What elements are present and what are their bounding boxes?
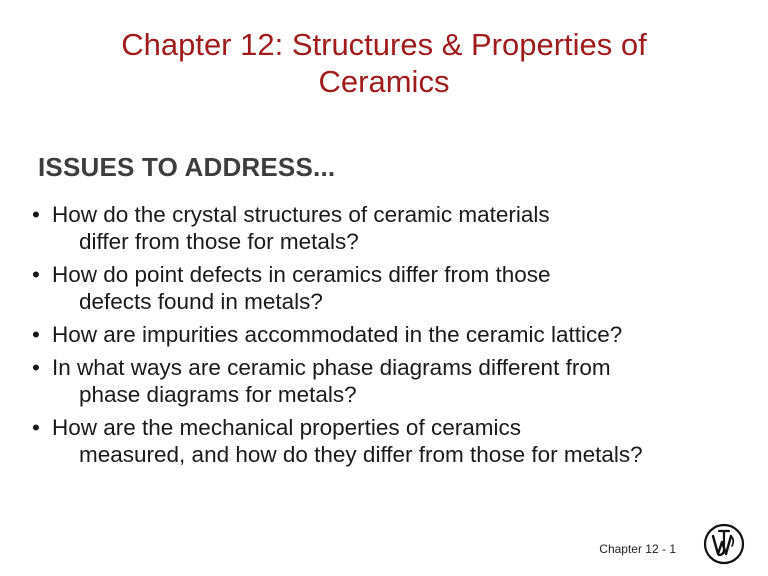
bullet-line: In what ways are ceramic phase diagrams different from	[52, 355, 611, 380]
bullet-list	[22, 201, 762, 474]
bullet-dot: •	[32, 415, 40, 440]
bullet-item	[22, 201, 762, 255]
bullet-dot: •	[32, 355, 40, 380]
bullet-line: defects found in metals?	[79, 289, 323, 314]
bullet-line: How do the crystal structures of ceramic materials	[52, 202, 550, 227]
slide-title: Chapter 12: Structures & Properties of Ceramics	[121, 27, 647, 99]
bullet-line: How are impurities accommodated in the ceramic lattice?	[52, 322, 623, 347]
bullet-dot: •	[32, 202, 40, 227]
bullet-dot: •	[32, 262, 40, 287]
bullet-line: How do point defects in ceramics differ from those	[52, 262, 551, 287]
wiley-logo-icon	[702, 522, 746, 566]
issues-heading: ISSUES TO ADDRESS...	[38, 152, 336, 182]
bullet-item	[22, 321, 762, 348]
slide-number-label: Chapter 12 - 1	[599, 542, 676, 556]
bullet-line: measured, and how do they differ from those for metals?	[79, 442, 643, 467]
bullet-item	[22, 414, 762, 468]
bullet-dot: •	[32, 322, 40, 347]
bullet-line: How are the mechanical properties of ceramics	[52, 415, 521, 440]
bullet-item	[22, 354, 762, 408]
bullet-line: phase diagrams for metals?	[79, 382, 357, 407]
bullet-line: differ from those for metals?	[79, 229, 359, 254]
bullet-item	[22, 261, 762, 315]
